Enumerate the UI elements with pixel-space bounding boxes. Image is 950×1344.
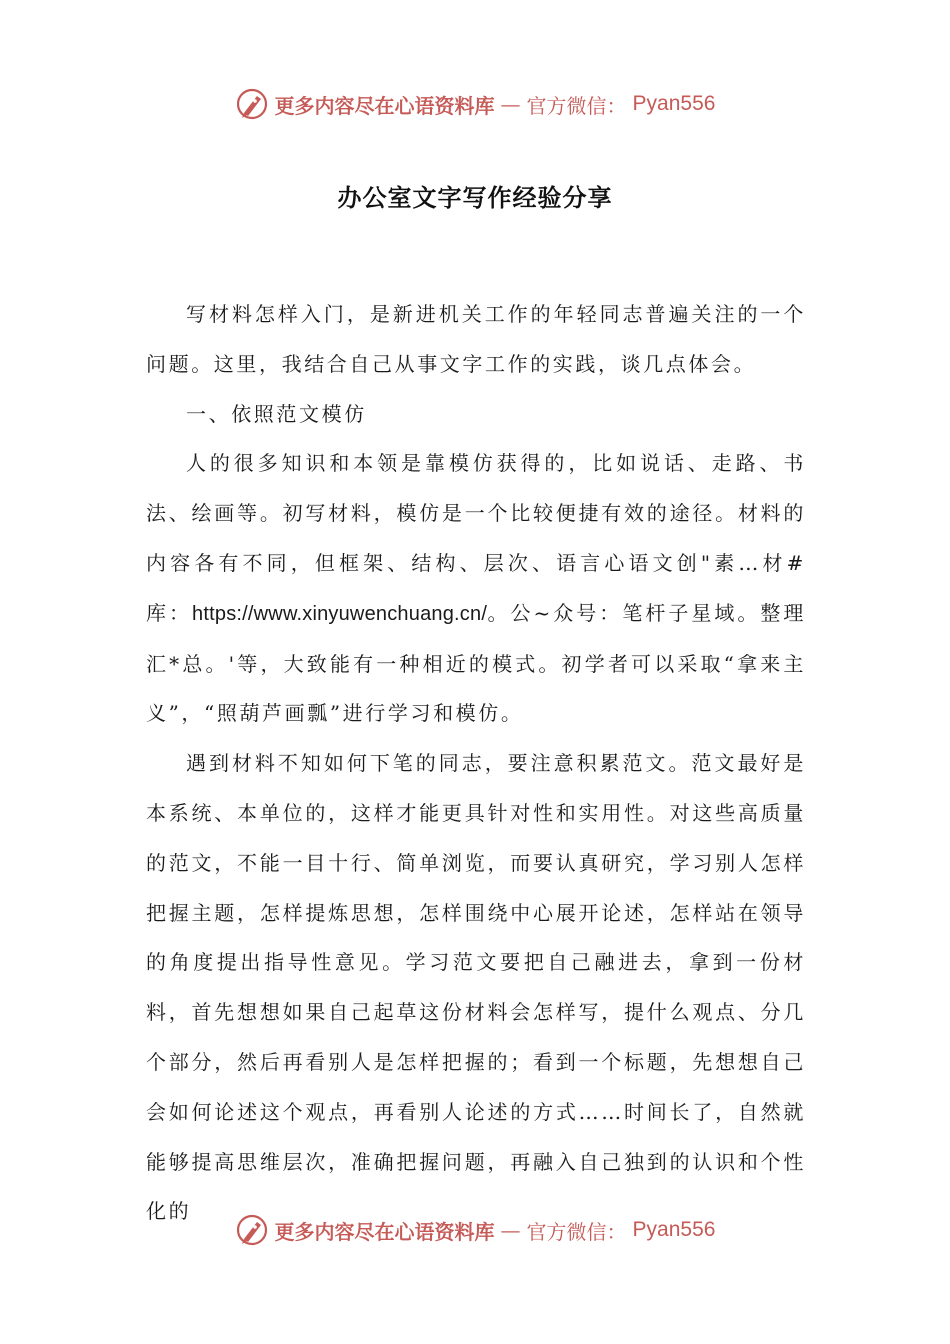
- header-watermark: [0, 84, 950, 124]
- paragraph-imitation-part1: 人的很多知识和本领是靠模仿获得的，比如说话、走路、书法、绘画等。初写材料，模仿是一个比较便捷有效的途径。材料的内容各有不同，但框架、结构、层次、语言心语文创"素…材#库：: [146, 451, 806, 625]
- watermark-text: 更多内容尽在心语资料库: [274, 93, 495, 118]
- watermark-label: 官方微信：: [526, 93, 627, 118]
- pen-nib-logo: [235, 1213, 269, 1247]
- watermark-label: 官方微信：: [526, 1219, 627, 1244]
- paragraph-imitation: [146, 439, 806, 739]
- website-link-text: https://www.xinyuwenchuang.cn/: [192, 602, 488, 625]
- document-title: 办公室文字写作经验分享: [337, 184, 613, 212]
- watermark-id: Pyan556: [632, 1218, 716, 1241]
- watermark-separator: —: [500, 92, 521, 116]
- watermark-id: Pyan556: [632, 92, 716, 115]
- watermark-separator: —: [500, 1218, 521, 1242]
- footer-watermark: [0, 1210, 950, 1250]
- pen-nib-logo: [235, 87, 269, 121]
- watermark-text: 更多内容尽在心语资料库: [274, 1219, 495, 1244]
- document-body: [146, 290, 806, 1237]
- paragraph-imitation-part2: 。公~众号：笔杆子星域。整理汇*总。'等，大致能有一种相近的模式。初学者可以采取“拿来主义”，“照葫芦画瓢”进行学习和模仿。: [146, 600, 806, 726]
- section-heading-1: 一、依照范文模仿: [186, 401, 367, 426]
- paragraph-intro: 写材料怎样入门，是新进机关工作的年轻同志普遍关注的一个问题。这里，我结合自己从事文字工作的实践，谈几点体会。: [146, 302, 806, 376]
- paragraph-accumulate: 遇到材料不知如何下笔的同志，要注意积累范文。范文最好是本系统、本单位的，这样才能更具针对性和实用性。对这些高质量的范文，不能一目十行、简单浏览，而要认真研究，学习别人怎样把握主题，怎样提炼思想，怎样围绕中心展开论述，怎样站在领导的角度提出指导性意见。学习范文要把自己融进去，拿到一份材料，首先想想如果自己起草这份材料会怎样写，提什么观点、分几个部分，然后再看别人是怎样把握的；看到一个标题，先想想自己会如何论述这个观点，再看别人论述的方式……时间长了，自然就能够提高思维层次，准确把握问题，再融入自己独到的认识和个性化的: [146, 751, 806, 1224]
